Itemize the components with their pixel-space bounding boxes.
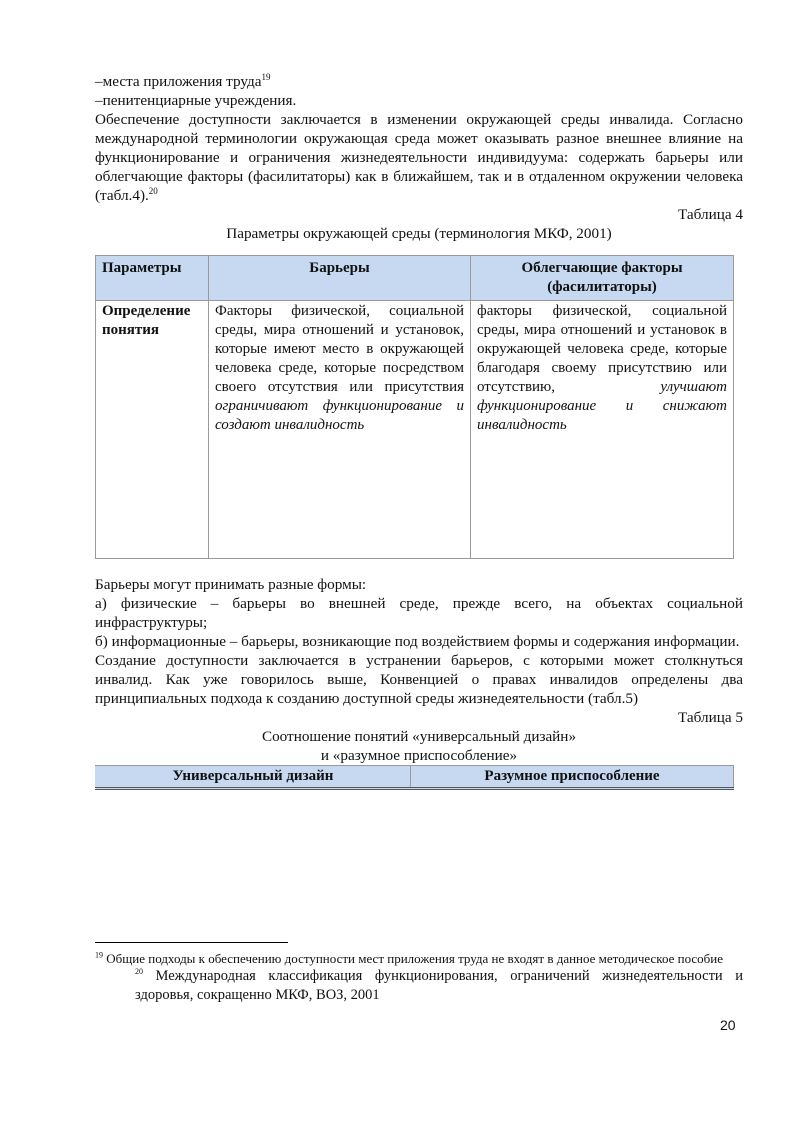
page-number: 20 — [720, 1017, 736, 1033]
list-item-text: пенитенциарные учреждения. — [102, 92, 297, 109]
table-header-cell: Параметры — [96, 256, 209, 301]
cell-text: факторы физической, социальной среды, мира отношений и установок в окружающей человека среде, которые благодаря своему присутствию или отсутствию, — [477, 303, 727, 395]
footnote-text: Международная классификация функционирования, ограничений жизнедеятельности и здоровья, сокращенно МКФ, ВОЗ, 2001 — [135, 968, 743, 1003]
design-concepts-table — [95, 765, 734, 790]
table-header-cell: Барьеры — [209, 256, 471, 301]
table-caption: Соотношение понятий «универсальный дизайн» — [261, 728, 577, 745]
table-row-label: Определение понятия — [96, 301, 209, 559]
footnote — [95, 950, 743, 967]
environment-parameters-table — [95, 255, 734, 559]
cell-text-italic: улучшают функционирование и снижают инвалидность — [477, 379, 727, 433]
paragraph-text: Обеспечение доступности заключается в изменении окружающей среды инвалида. Согласно международной терминологии окружающая среда может оказывать разное внешнее влияние на функционирование и ограничения жизнедеятельности индивидуума: содержать барьеры или облегчающие факторы (фасилитаторы) как в ближайшем, так и в отдаленном окружении человека (табл.4). — [95, 111, 743, 204]
table-caption: Параметры окружающей среды (терминология МКФ, 2001) — [226, 225, 612, 242]
table-header-row — [96, 766, 734, 789]
footnote — [95, 967, 743, 1005]
table-label: Таблица 4 — [678, 206, 743, 223]
table-caption: и «разумное приспособление» — [320, 747, 518, 764]
paragraph — [95, 110, 743, 205]
paragraph: Барьеры могут принимать разные формы: — [95, 576, 367, 593]
list-item-text: места приложения труда — [102, 73, 262, 90]
table-header-cell: Разумное приспособление — [411, 766, 734, 789]
table-row — [96, 301, 734, 559]
table-header-cell: Облегчающие факторы (фасилитаторы) — [471, 256, 734, 301]
list-item: –места приложения труда$^{19}$ — [95, 71, 271, 90]
table-label: Таблица 5 — [678, 709, 743, 726]
table-header-row — [96, 256, 734, 301]
cell-text-italic: ограничивают функционирование и создают инвалидность — [215, 398, 464, 433]
table-header-cell: Универсальный дизайн — [96, 766, 411, 789]
page-body — [95, 72, 743, 790]
paragraph: б) информационные – барьеры, возникающие под воздействием формы и содержания информации. — [95, 633, 740, 650]
footnote-mark: 19 — [95, 950, 103, 960]
footnote-ref[interactable]: 20 — [148, 185, 158, 196]
paragraph: а) физические – барьеры во внешней среде, прежде всего, на объектах социальной инфраструктуры; — [95, 595, 743, 631]
footnote-text: Общие подходы к обеспечению доступности мест приложения труда не входят в данное методическое пособие — [106, 951, 724, 966]
table-cell-facilitators — [471, 301, 734, 559]
cell-text: Факторы физической, социальной среды, мира отношений и установок, которые имеют место в окружающей человека среде, которые посредством своего отсутствия или присутствия — [215, 303, 464, 395]
footnote-mark: 20 — [135, 967, 143, 977]
footnotes — [95, 950, 743, 1005]
footnote-separator — [95, 942, 288, 943]
list-item: –пенитенциарные учреждения. — [95, 92, 297, 109]
paragraph: Создание доступности заключается в устранении барьеров, с которыми может столкнуться инвалид. Как уже говорилось выше, Конвенцией о правах инвалидов определены два принципиальных подхода к созданию доступной среды жизнедеятельности (табл.5) — [95, 652, 743, 707]
footnote-ref[interactable]: 19 — [261, 71, 271, 82]
table-cell-barriers — [209, 301, 471, 559]
